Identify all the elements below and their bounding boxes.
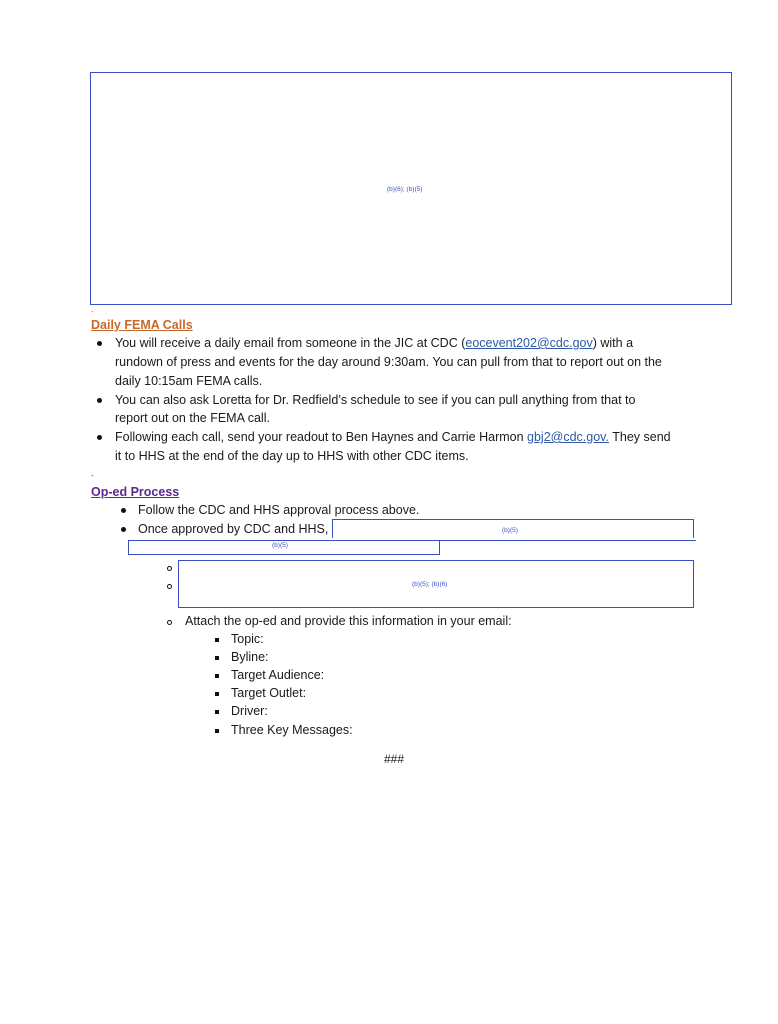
oped-item: Target Audience: [231, 668, 325, 682]
fema-bullet1-line1 [115, 336, 633, 351]
oped-bullet2: Once approved by CDC and HHS, [138, 522, 329, 536]
redaction-label-top: (b)(6); (b)(5) [387, 186, 423, 193]
fema-bullet2-line2: report out on the FEMA call. [115, 411, 270, 425]
text: They send [608, 430, 671, 444]
circle-bullet-icon [167, 566, 172, 571]
fema-bullet3-line2: it to HHS at the end of the day up to HHS with other CDC items. [115, 449, 469, 463]
square-bullet-icon [215, 729, 219, 733]
fema-bullet3-line1 [115, 430, 671, 445]
redaction-label-inline-left: (b)(5) [272, 542, 288, 549]
redaction-label-sub: (b)(5); (b)(6) [412, 581, 448, 588]
bullet-icon [121, 527, 126, 532]
fema-bullet2-line1: You can also ask Loretta for Dr. Redfield’s schedule to see if you can pull anything from that to [115, 393, 636, 407]
bullet-icon [97, 341, 102, 346]
redaction-label-inline-right: (b)(5) [502, 527, 518, 534]
oped-item: Three Key Messages: [231, 723, 353, 737]
small-mark: - [91, 307, 94, 316]
circle-bullet-icon [167, 620, 172, 625]
oped-attach-line: Attach the op-ed and provide this information in your email: [185, 614, 512, 628]
email-link-gbj2[interactable]: gbj2@cdc.gov. [527, 430, 609, 444]
fema-bullet1-line3: daily 10:15am FEMA calls. [115, 374, 263, 388]
square-bullet-icon [215, 674, 219, 678]
section-heading-oped: Op-ed Process [91, 485, 180, 499]
text: ) with a [592, 336, 634, 350]
redaction-edge [333, 519, 694, 520]
bullet-icon [97, 398, 102, 403]
square-bullet-icon [215, 692, 219, 696]
text: Following each call, send your readout to Ben Haynes and Carrie Harmon [115, 430, 528, 444]
text: You will receive a daily email from someone in the JIC at CDC ( [115, 336, 466, 350]
oped-item: Byline: [231, 650, 269, 664]
square-bullet-icon [215, 656, 219, 660]
bullet-icon [121, 508, 126, 513]
end-marker: ### [384, 752, 405, 766]
redaction-edge [693, 519, 694, 538]
email-link-eocevent[interactable]: eocevent202@cdc.gov [465, 336, 593, 350]
redaction-edge [332, 519, 333, 538]
small-mark: - [91, 471, 94, 480]
oped-item: Target Outlet: [231, 686, 307, 700]
oped-item: Driver: [231, 704, 268, 718]
oped-item: Topic: [231, 632, 264, 646]
fema-bullet1-line2: rundown of press and events for the day around 9:30am. You can pull from that to report out on the [115, 355, 662, 369]
section-heading-fema: Daily FEMA Calls [91, 318, 193, 332]
square-bullet-icon [215, 710, 219, 714]
circle-bullet-icon [167, 584, 172, 589]
square-bullet-icon [215, 638, 219, 642]
bullet-icon [97, 435, 102, 440]
oped-bullet1: Follow the CDC and HHS approval process above. [138, 503, 420, 517]
